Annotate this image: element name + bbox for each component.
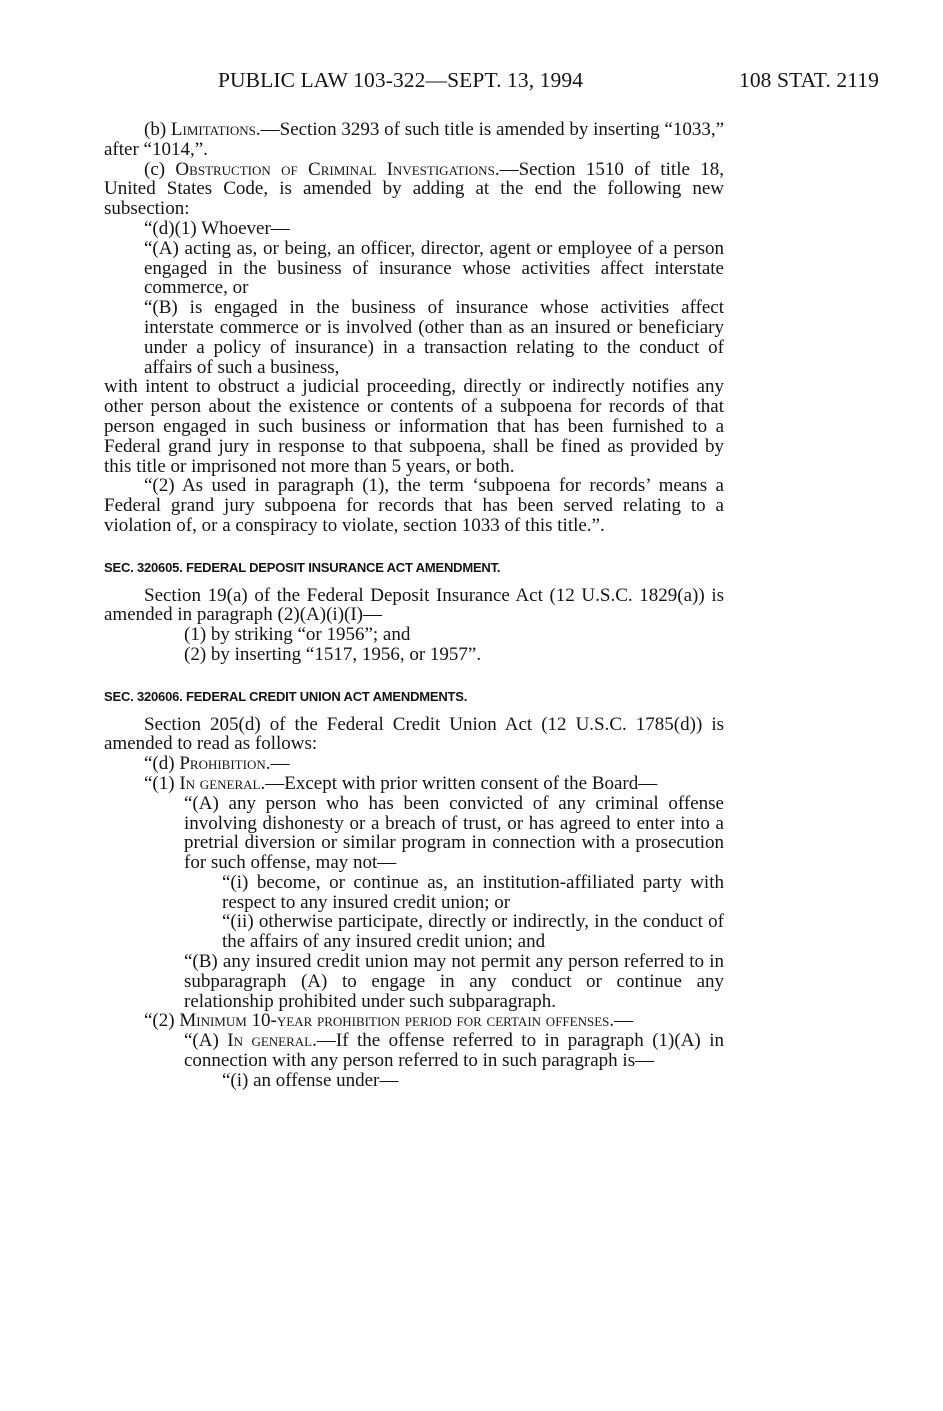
clause-2Ai: “(i) an offense under— <box>222 1069 399 1091</box>
page-body <box>104 120 724 1091</box>
clause-B: “(B) is engaged in the business of insurance whose activities affect interstate commerce or is involved (other than as an insured or beneficiary under a policy of insurance) in a transaction relating to the conduct of affairs of such a business, <box>144 297 724 378</box>
section-320606-text: Section 205(d) of the Federal Credit Union Act (12 U.S.C. 1785(d)) is amended to read as follows: <box>104 713 724 755</box>
clause-1Aii: “(ii) otherwise participate, directly or indirectly, in the conduct of the affairs of any insured credit union; and <box>222 911 724 953</box>
subsection-d-prohibition: “(d) Prohibition.— <box>144 753 290 775</box>
clause-1Ai: “(i) become, or continue as, an institution-affiliated party with respect to any insured credit union; or <box>222 871 724 913</box>
statute-page-number: 108 STAT. 2119 <box>738 68 879 92</box>
paragraph-d1: “(d)(1) Whoever— <box>144 217 290 239</box>
section-320605-item-2: (2) by inserting “1517, 1956, or 1957”. <box>184 643 482 665</box>
section-320606-heading: SEC. 320606. FEDERAL CREDIT UNION ACT AMENDMENTS. <box>104 688 468 704</box>
clause-A: “(A) acting as, or being, an officer, director, agent or employee of a person engaged in the business of insurance whose activities affect interstate commerce, or <box>144 237 724 299</box>
page-header <box>218 68 879 108</box>
subsection-c-heading: Obstruction of Criminal Investigations <box>175 158 495 180</box>
subsection-b: (b) Limitations.—Section 3293 of such title is amended by inserting “1033,” after “1014,”. <box>104 119 724 160</box>
clause-B-continuation: with intent to obstruct a judicial proceeding, directly or indirectly notifies any other person about the existence or contents of a subpoena for records of that person engaged in such business or information that has been furnished to a Federal grand jury in response to that subpoena, shall be fined as provided by this title or imprisoned not more than 5 years, or both. <box>104 376 724 477</box>
paragraph-2-minimum-period: “(2) Minimum 10-year prohibition period for certain offenses.— <box>144 1010 634 1032</box>
subsection-c: (c) Obstruction of Criminal Investigations.—Section 1510 of title 18, United States Code, is amended by adding at the end the following new subsection: <box>104 158 724 220</box>
subparagraph-1A: “(A) any person who has been convicted of any criminal offense involving dishonesty or a breach of trust, or has agreed to enter into a pretrial diversion or similar program in connection with a prosecution for such offense, may not— <box>184 792 724 874</box>
subsection-b-heading: Limitations <box>170 119 256 140</box>
paragraph-1-in-general: “(1) In general.—Except with prior written consent of the Board— <box>144 772 658 794</box>
section-320605-heading: SEC. 320605. FEDERAL DEPOSIT INSURANCE ACT AMENDMENT. <box>104 559 501 575</box>
subparagraph-1B: “(B) any insured credit union may not permit any person referred to in subparagraph (A) to engage in any conduct or continue any relationship prohibited under such subparagraph. <box>184 951 724 1012</box>
paragraph-d2: “(2) As used in paragraph (1), the term ‘subpoena for records’ means a Federal grand jury subpoena for records that has been served relating to a violation of, or a conspiracy to violate, section 1033 of this title.”. <box>104 475 724 536</box>
section-320605-text: Section 19(a) of the Federal Deposit Insurance Act (12 U.S.C. 1829(a)) is amended in paragraph (2)(A)(i)(I)— <box>104 584 724 626</box>
subparagraph-2A: “(A) In general.—If the offense referred to in paragraph (1)(A) in connection with any person referred to in such paragraph is— <box>184 1030 724 1072</box>
running-head-title: PUBLIC LAW 103-322—SEPT. 13, 1994 <box>218 68 584 92</box>
section-320605-item-1: (1) by striking “or 1956”; and <box>184 624 411 646</box>
